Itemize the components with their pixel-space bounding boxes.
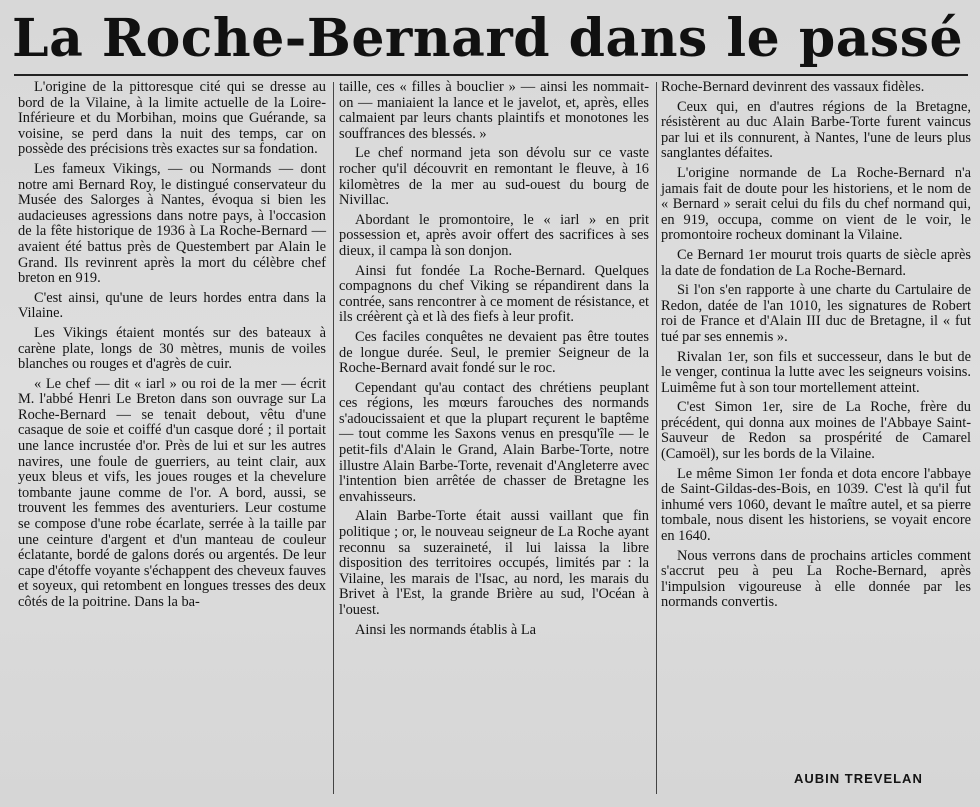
column-divider bbox=[333, 82, 334, 794]
column-3 bbox=[661, 80, 971, 615]
paragraph: taille, ces « filles à bouclier » — ainsi les nommait-on — maniaient la lance et le javelot, et, après, elles calmaient par leurs chants plaintifs et monotones les souffrances des blessés. » bbox=[339, 79, 649, 142]
paragraph: Abordant le promontoire, le « iarl » en prit possession et, après avoir offert des sacrifices à ses dieux, il campa là son donjon. bbox=[339, 211, 649, 259]
column-2 bbox=[339, 80, 649, 642]
paragraph: Ces faciles conquêtes ne devaient pas être toutes de longue durée. Seul, le premier Seigneur de la Roche-Bernard avait fondé sur le roc. bbox=[339, 328, 649, 377]
paragraph: Ce Bernard 1er mourut trois quarts de siècle après la date de fondation de La Roche-Bernard. bbox=[661, 246, 971, 279]
paragraph: C'est ainsi, qu'une de leurs hordes entra dans la Vilaine. bbox=[18, 289, 326, 322]
paragraph: L'origine normande de La Roche-Bernard n'a jamais fait de doute pour les historiens, et le nom de « Bernard » serait celui du fils du chef normand qui, en 919, occupa, comme on vient de le voir, le promontoire rocheux dominant la Vilaine. bbox=[661, 164, 971, 244]
paragraph: Le même Simon 1er fonda et dota encore l'abbaye de Saint-Gildas-des-Bois, en 1039. C'est là qu'il fut inhumé vers 1060, devant le maître autel, et sa pierre tombale, nous disent les historiens, se voyait encore en 1640. bbox=[661, 465, 971, 545]
paragraph: Ainsi fut fondée La Roche-Bernard. Quelques compagnons du chef Viking se répandirent dans la contrée, sans rencontrer à ce moment de résistance, et ils créèrent çà et là des fiefs à leur profit. bbox=[339, 262, 649, 326]
paragraph: C'est Simon 1er, sire de La Roche, frère du précédent, qui donna aux moines de l'Abbaye Saint-Sauveur de Redon sa prospérité de Camarel (Camoël), sur les bords de la Vilaine. bbox=[661, 399, 971, 463]
paragraph: Les fameux Vikings, — ou Normands — dont notre ami Bernard Roy, le distingué conservateur du Musée des Salorges à Nantes, évoqua si bien les audacieuses agressions dans notre pays, à l'occasion de la fête historique de 1936 à La Roche-Bernard — avaient été battus près de Questembert par Alain le Grand. Ils revinrent après la mort du célèbre chef breton en 919. bbox=[18, 160, 326, 287]
paragraph: L'origine de la pittoresque cité qui se dresse au bord de la Vilaine, à la limite actuelle de la Loire-Inférieure et du Morbihan, moins que Guérande, sa voisine, se perd dans la nuit des temps, car on possède des précisions très exactes sur sa fondation. bbox=[18, 79, 326, 158]
column-1 bbox=[18, 80, 326, 615]
author-byline: AUBIN TREVELAN bbox=[794, 771, 923, 786]
paragraph: Nous verrons dans de prochains articles comment s'accrut peu à peu La Roche-Bernard, après l'impulsion vigoureuse à elle donnée par les normands convertis. bbox=[661, 547, 971, 611]
article-headline: La Roche-Bernard dans le passé bbox=[12, 8, 964, 69]
paragraph: Roche-Bernard devinrent des vassaux fidèles. bbox=[661, 79, 925, 95]
paragraph: Le chef normand jeta son dévolu sur ce vaste rocher qu'il découvrit en remontant le fleuve, à 16 kilomètres de la mer au sud-ouest du bourg de Nivillac. bbox=[339, 145, 649, 209]
paragraph: Ceux qui, en d'autres régions de la Bretagne, résistèrent au duc Alain Barbe-Torte furent vaincus par lui et ils connurent, à Nantes, l'une de leurs plus sanglantes défaites. bbox=[661, 98, 971, 162]
paragraph: « Le chef — dit « iarl » ou roi de la mer — écrit M. l'abbé Henri Le Breton dans son ouvrage sur La Roche-Bernard — se tenait debout, vêtu d'une casaque de soie et coiffé d'un casque doré ; il portait une lance incrustée d'or. Près de lui et sur les autres navires, une foule de guerriers, au teint clair, aux yeux bleus et vifs, les joues rouges et la chevelure tombante jaune comme de l'or. A bord, aussi, se trouvent les femmes des aventuriers. Leur costume se compose d'une robe écarlate, serrée à la taille par une ceinture d'argent et d'un manteau de couleur éclatante, bordé de galons dorés ou argentés. De leur cape d'étoffe voyante s'échappent des cheveux fauves et soyeux, qui retombent en longues tresses des deux côtés de la poitrine. Dans la ba- bbox=[18, 375, 326, 610]
paragraph: Cependant qu'au contact des chrétiens peuplant ces régions, les mœurs farouches des normands s'adoucissaient et que la plupart reçurent le baptême — tout comme les Saxons venus en presqu'île — le petit-fils d'Alain le Grand, Alain Barbe-Torte, notre illustre Alain Barbe-Torte, revenait d'Angleterre avec l'intention bien arrêtée de chasser de Bretagne les envahisseurs. bbox=[339, 379, 649, 505]
paragraph: Les Vikings étaient montés sur des bateaux à carène plate, longs de 30 mètres, munis de voiles blanches ou rouges et d'agrès de cuir. bbox=[18, 324, 326, 373]
paragraph: Ainsi les normands établis à La bbox=[355, 621, 537, 638]
paragraph: Rivalan 1er, son fils et successeur, dans le but de le venger, continua la lutte avec les seigneurs voisins. Luimême fut à son tour mortellement atteint. bbox=[661, 348, 971, 396]
paragraph: Si l'on s'en rapporte à une charte du Cartulaire de Redon, datée de l'an 1010, les signatures de Robert roi de France et d'Alain III duc de Bretagne, il « fut tué par ses ennemis ». bbox=[661, 282, 971, 345]
headline-rule bbox=[14, 74, 968, 76]
paragraph: Alain Barbe-Torte était aussi vaillant que fin politique ; or, le nouveau seigneur de La Roche ayant reconnu sa suzeraineté, il lui laissa la libre disposition des territoires occupés, limités par : la Vilaine, les marais de l'Isac, au nord, les marais du Brivet à l'Est, la grande Brière au sud, l'Océan à l'ouest. bbox=[339, 508, 649, 618]
column-divider bbox=[656, 82, 657, 794]
